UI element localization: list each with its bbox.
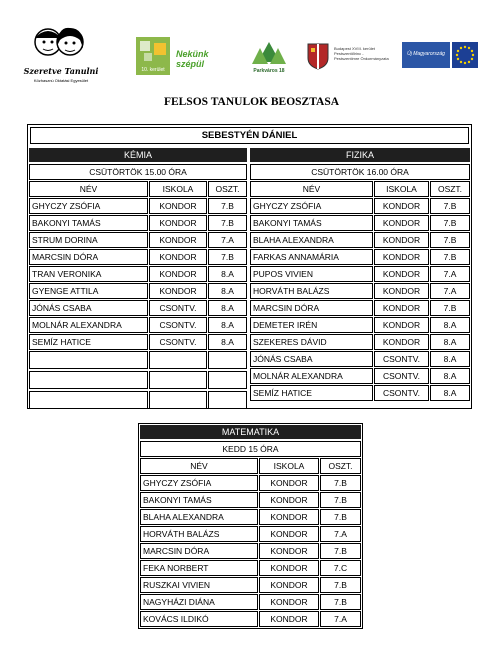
fizika-cell-name: BLAHA ALEXANDRA xyxy=(250,232,373,248)
fizika-cell-class: 7.B xyxy=(430,198,470,214)
matek-cell-class: 7.A xyxy=(320,611,361,627)
fizika-cell-school: KONDOR xyxy=(374,249,429,265)
matek-cell-class: 7.B xyxy=(320,594,361,610)
matek-cell-name: FEKA NORBERT xyxy=(140,560,258,576)
fizika-cell-class: 7.A xyxy=(430,283,470,299)
kemia-cell-class: 8.A xyxy=(208,266,247,282)
fizika-cell-class: 7.A xyxy=(430,266,470,282)
kemia-empty-cell xyxy=(29,351,148,369)
uj-magyarorszag-logo xyxy=(402,42,478,70)
kemia-cell-class: 7.B xyxy=(208,198,247,214)
fizika-cell-school: KONDOR xyxy=(374,266,429,282)
szeretve-tanulni-logo xyxy=(22,22,100,92)
kemia-empty-cell xyxy=(149,351,207,369)
fizika-cell-name: GHYCZY ZSÓFIA xyxy=(250,198,373,214)
kemia-cell-name: MOLNÁR ALEXANDRA xyxy=(29,317,148,333)
fizika-cell-name: MOLNÁR ALEXANDRA xyxy=(250,368,373,384)
fizika-time: CSÜTÖRTÖK 16.00 ÓRA xyxy=(250,164,470,180)
kemia-empty-cell xyxy=(29,391,148,409)
kemia-cell-school: CSONTV. xyxy=(149,334,207,350)
kemia-empty-cell xyxy=(208,391,247,409)
nekunk-badge xyxy=(136,37,170,75)
kemia-time: CSÜTÖRTÖK 15.00 ÓRA xyxy=(29,164,247,180)
kemia-cell-school: KONDOR xyxy=(149,266,207,282)
fizika-cell-name: SEMÍZ HATICE xyxy=(250,385,373,401)
matek-cell-class: 7.B xyxy=(320,509,361,525)
matek-cell-school: KONDOR xyxy=(259,492,319,508)
kemia-cell-school: KONDOR xyxy=(149,283,207,299)
page-title: FELSOS TANULOK BEOSZTASA xyxy=(163,96,340,108)
kemia-cell-school: KONDOR xyxy=(149,232,207,248)
fizika-cell-name: BAKONYI TAMÁS xyxy=(250,215,373,231)
matek-cell-name: RUSZKAI VIVIEN xyxy=(140,577,258,593)
kemia-empty-cell xyxy=(149,391,207,409)
matek-cell-name: GHYCZY ZSÓFIA xyxy=(140,475,258,491)
fizika-cell-name: SZEKERES DÁVID xyxy=(250,334,373,350)
matek-cell-school: KONDOR xyxy=(259,611,319,627)
kemia-col-class: OSZT. xyxy=(208,181,247,197)
kemia-cell-class: 8.A xyxy=(208,317,247,333)
kemia-cell-name: STRUM DORINA xyxy=(29,232,148,248)
kemia-empty-cell xyxy=(29,371,148,389)
matek-cell-class: 7.B xyxy=(320,492,361,508)
fizika-cell-class: 7.B xyxy=(430,249,470,265)
matek-cell-name: BLAHA ALEXANDRA xyxy=(140,509,258,525)
fizika-cell-school: KONDOR xyxy=(374,283,429,299)
fizika-cell-school: CSONTV. xyxy=(374,385,429,401)
fizika-cell-name: MARCSIN DÓRA xyxy=(250,300,373,316)
matek-cell-school: KONDOR xyxy=(259,560,319,576)
fizika-cell-name: HORVÁTH BALÁZS xyxy=(250,283,373,299)
matek-cell-name: KOVÁCS ILDIKÓ xyxy=(140,611,258,627)
logo-strip xyxy=(0,22,503,92)
kemia-cell-name: GYENGE ATTILA xyxy=(29,283,148,299)
matek-cell-class: 7.B xyxy=(320,475,361,491)
fizika-cell-class: 8.A xyxy=(430,334,470,350)
kemia-cell-school: KONDOR xyxy=(149,249,207,265)
fizika-cell-class: 8.A xyxy=(430,368,470,384)
fizika-subject-header: FIZIKA xyxy=(250,148,470,162)
fizika-col-class: OSZT. xyxy=(430,181,470,197)
matek-subject-header: MATEMATIKA xyxy=(140,425,361,439)
kemia-subject-header: KÉMIA xyxy=(29,148,247,162)
matek-cell-name: HORVÁTH BALÁZS xyxy=(140,526,258,542)
kemia-empty-cell xyxy=(208,351,247,369)
budapest-xviii-logo xyxy=(306,42,388,72)
fizika-cell-class: 8.A xyxy=(430,385,470,401)
matek-col-name: NÉV xyxy=(140,458,258,474)
nekunk-slogan: Nekünk szépül xyxy=(176,49,209,69)
teacher-name: SEBESTYÉN DÁNIEL xyxy=(30,127,469,144)
kemia-cell-class: 8.A xyxy=(208,283,247,299)
fizika-cell-class: 7.B xyxy=(430,300,470,316)
matek-cell-school: KONDOR xyxy=(259,475,319,491)
fizika-col-name: NÉV xyxy=(250,181,373,197)
fizika-cell-name: JÓNÁS CSABA xyxy=(250,351,373,367)
kemia-cell-name: JÓNÁS CSABA xyxy=(29,300,148,316)
matek-cell-school: KONDOR xyxy=(259,543,319,559)
fizika-cell-school: KONDOR xyxy=(374,215,429,231)
kemia-cell-school: CSONTV. xyxy=(149,317,207,333)
fizika-cell-class: 8.A xyxy=(430,351,470,367)
kemia-cell-name: BAKONYI TAMÁS xyxy=(29,215,148,231)
fizika-cell-school: CSONTV. xyxy=(374,351,429,367)
matek-time: KEDD 15 ÓRA xyxy=(140,441,361,457)
kemia-cell-class: 7.A xyxy=(208,232,247,248)
kemia-empty-cell xyxy=(208,371,247,389)
parkvaros-name: Parkváros 18 xyxy=(253,68,285,74)
matek-cell-school: KONDOR xyxy=(259,594,319,610)
kemia-col-school: ISKOLA xyxy=(149,181,207,197)
uj-magyarorszag-badge xyxy=(402,42,450,68)
matek-cell-class: 7.C xyxy=(320,560,361,576)
matek-cell-name: NAGYHÁZI DIÁNA xyxy=(140,594,258,610)
matek-cell-school: KONDOR xyxy=(259,509,319,525)
budapest-logo-text: Budapest XVIII. kerület Pestszentlőrinc - Pestszentimre Önkormányzata xyxy=(334,46,389,61)
fizika-cell-school: CSONTV. xyxy=(374,368,429,384)
kemia-empty-cell xyxy=(149,371,207,389)
parkvaros-logo xyxy=(250,40,288,80)
matek-cell-class: 7.B xyxy=(320,543,361,559)
matek-cell-class: 7.B xyxy=(320,577,361,593)
nekunk-badge-text: 10. kerület xyxy=(141,67,165,73)
szeretve-logo-name: Szeretve Tanulni xyxy=(23,66,99,76)
fizika-cell-school: KONDOR xyxy=(374,317,429,333)
kemia-cell-school: KONDOR xyxy=(149,198,207,214)
eu-flag-icon xyxy=(452,42,478,68)
kemia-cell-class: 7.B xyxy=(208,215,247,231)
kemia-cell-name: SEMÍZ HATICE xyxy=(29,334,148,350)
kemia-cell-name: MARCSIN DÓRA xyxy=(29,249,148,265)
tree-icon xyxy=(250,40,288,68)
fizika-cell-name: FARKAS ANNAMÁRIA xyxy=(250,249,373,265)
matek-cell-school: KONDOR xyxy=(259,526,319,542)
kemia-cell-school: KONDOR xyxy=(149,215,207,231)
kemia-cell-class: 7.B xyxy=(208,249,247,265)
fizika-cell-school: KONDOR xyxy=(374,334,429,350)
matek-cell-school: KONDOR xyxy=(259,577,319,593)
nekunk-szepul-logo xyxy=(136,37,231,82)
leaf-icon xyxy=(136,37,170,63)
fizika-col-school: ISKOLA xyxy=(374,181,429,197)
fizika-cell-school: KONDOR xyxy=(374,232,429,248)
matematika-schedule-box xyxy=(138,423,363,629)
matek-cell-class: 7.A xyxy=(320,526,361,542)
kemia-cell-name: GHYCZY ZSÓFIA xyxy=(29,198,148,214)
children-faces-icon xyxy=(28,24,88,64)
kemia-col-name: NÉV xyxy=(29,181,148,197)
uj-magyarorszag-text: Új Magyarország xyxy=(407,51,445,57)
fizika-cell-school: KONDOR xyxy=(374,300,429,316)
teacher-schedule-box xyxy=(27,124,472,409)
coat-of-arms-icon xyxy=(306,42,330,70)
matek-col-school: ISKOLA xyxy=(259,458,319,474)
kemia-cell-class: 8.A xyxy=(208,334,247,350)
fizika-cell-class: 7.B xyxy=(430,215,470,231)
szeretve-logo-sub: Közhasznú Oktatási Egyesület xyxy=(33,78,89,83)
matek-cell-name: MARCSIN DÓRA xyxy=(140,543,258,559)
kemia-cell-school: CSONTV. xyxy=(149,300,207,316)
fizika-cell-class: 8.A xyxy=(430,317,470,333)
fizika-cell-name: DEMETER IRÉN xyxy=(250,317,373,333)
matek-cell-name: BAKONYI TAMÁS xyxy=(140,492,258,508)
matek-col-class: OSZT. xyxy=(320,458,361,474)
kemia-cell-name: TRAN VERONIKA xyxy=(29,266,148,282)
kemia-cell-class: 8.A xyxy=(208,300,247,316)
fizika-cell-school: KONDOR xyxy=(374,198,429,214)
fizika-cell-class: 7.B xyxy=(430,232,470,248)
fizika-cell-name: PUPOS VIVIEN xyxy=(250,266,373,282)
